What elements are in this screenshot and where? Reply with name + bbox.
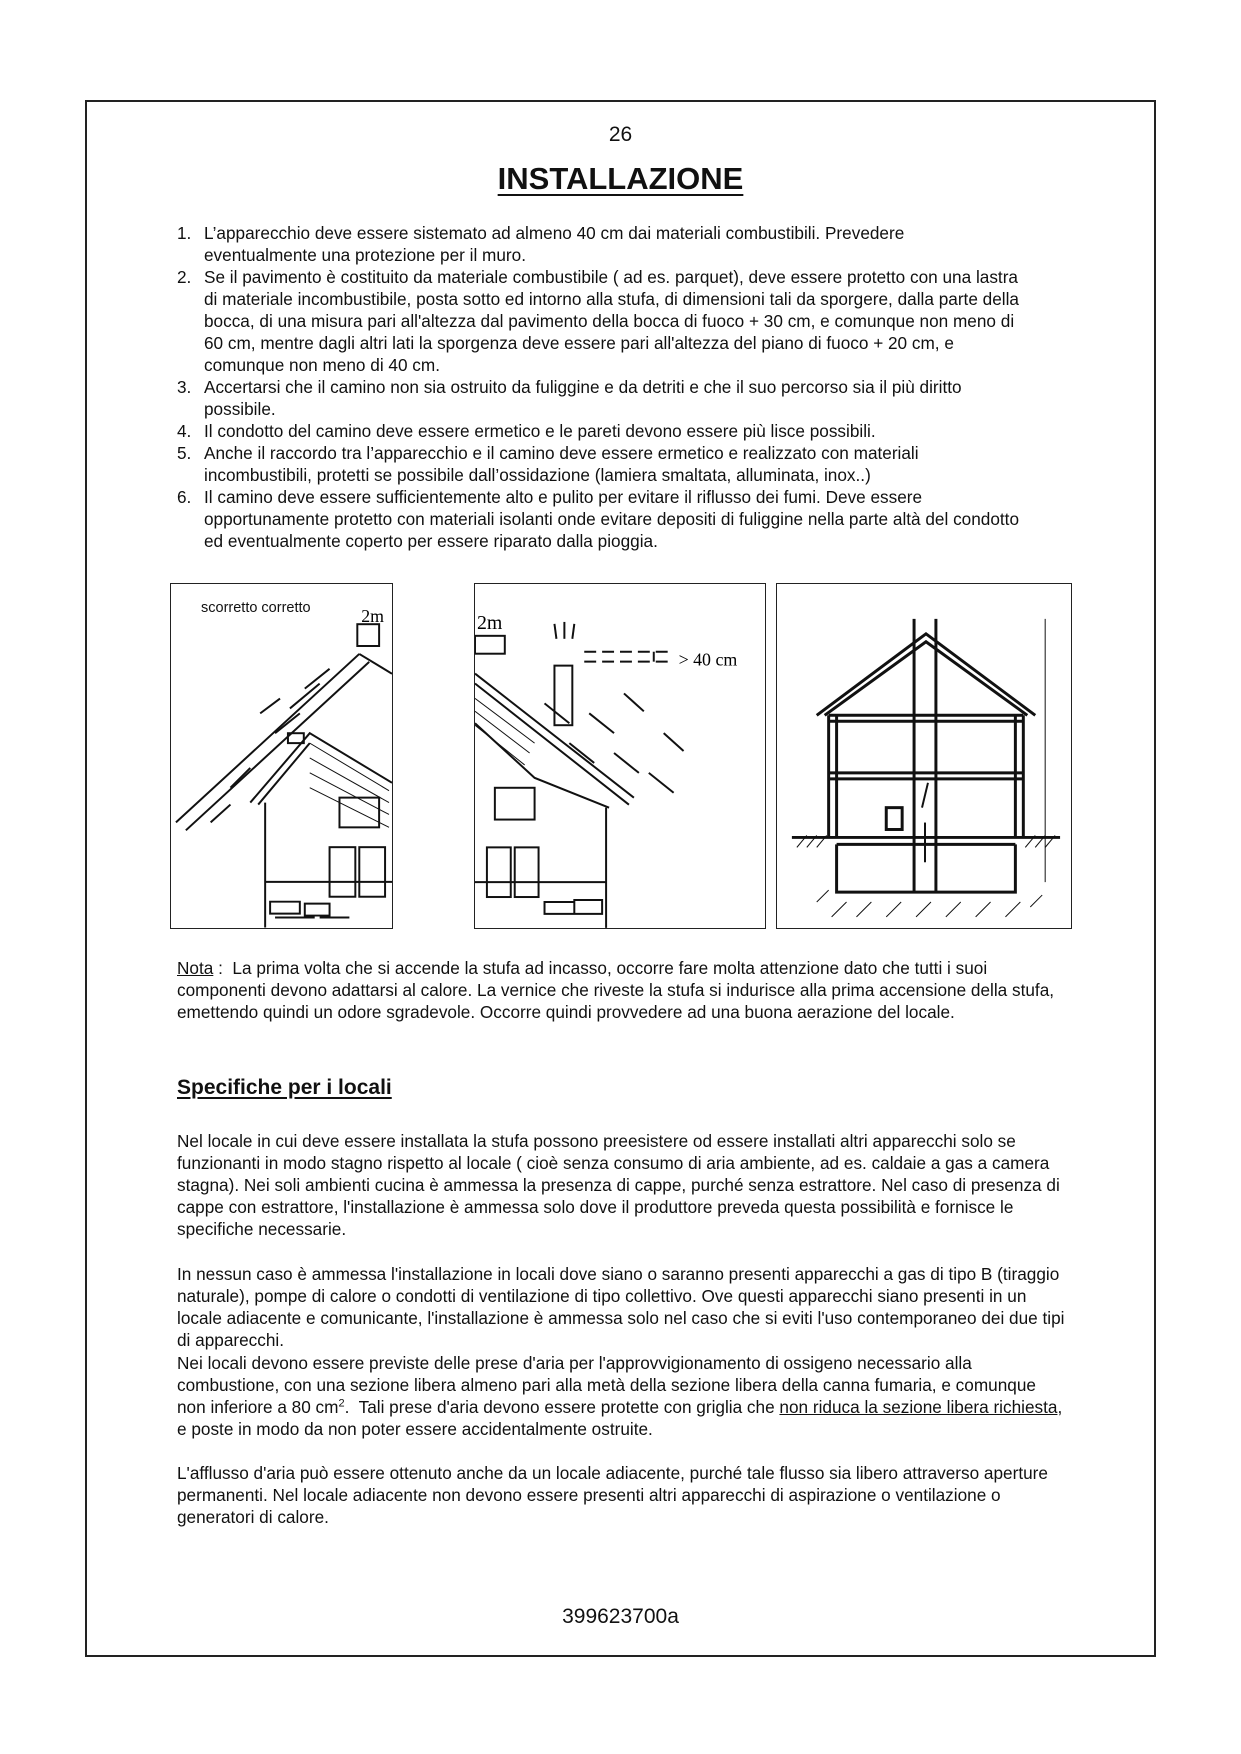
step-number: 6.	[177, 487, 192, 507]
section-heading	[177, 1076, 392, 1100]
step-number: 4.	[177, 421, 192, 441]
note-separator: :	[213, 958, 233, 978]
chimney-incorrect-drawing	[171, 584, 392, 928]
page-title-text: INSTALLAZIONE	[497, 161, 744, 196]
figure-chimney-incorrect	[170, 583, 393, 929]
dim-40cm-label: > 40 cm	[678, 649, 738, 670]
step-number: 2.	[177, 267, 192, 287]
specs-p3-text-a: Nei locali devono essere previste delle prese d'aria per l'approvvigionamento di ossigeno necessario alla combustione, con una sezione libera almeno pari alla metà della sezione libera della canna fumaria, e comunque non inferiore a 80 cm	[177, 1353, 1036, 1417]
specs-p3-underlined: non riduca la sezione libera richiesta	[779, 1397, 1058, 1417]
chimney-correct-drawing	[475, 584, 765, 928]
step-text: Accertarsi che il camino non sia ostruito da fuliggine e da detriti e che il suo percorso sia il più diritto possibile.	[204, 377, 962, 419]
step-text: Il camino deve essere sufficientemente alto e pulito per evitare il riflusso dei fumi. Deve essere opportunamente protetto con materiali isolanti onde evitare depositi di fuliggine nella parte altà del condotto ed eventualmente coperto per essere riparato dalla pioggia.	[204, 487, 1020, 551]
house-section-drawing	[777, 584, 1071, 928]
note-text: La prima volta che si accende la stufa ad incasso, occorre fare molta attenzione dato che tutti i suoi componenti devono adattarsi al calore. La vernice che riveste la stufa si indurisce alla prima accensione della stufa, emettendo quindi un odore sgradevole. Occorre quindi provvedere ad una buona aerazione del locale.	[177, 958, 1055, 1022]
figure-chimney-correct	[474, 583, 766, 929]
specs-p3-superscript: 2	[338, 1397, 345, 1410]
section-heading-text: Specifiche per i locali	[177, 1076, 392, 1099]
list-item	[161, 486, 1021, 552]
page-number: 26	[608, 123, 633, 146]
note-paragraph	[177, 957, 1067, 1023]
step-number: 3.	[177, 377, 192, 397]
list-item	[161, 376, 1021, 420]
figure-house-section	[776, 583, 1072, 929]
figure-caption: scorretto corretto	[201, 600, 311, 616]
specs-paragraph-3	[177, 1352, 1067, 1440]
specs-p3-text-b: . Tali prese d'aria devono essere protette con griglia che	[344, 1397, 780, 1417]
dim-2m-label-b: 2m	[476, 611, 503, 634]
step-text: Anche il raccordo tra l’apparecchio e il camino deve essere ermetico e realizzato con materiali incombustibili, protetti se possibile dall’ossidazione (lamiera smaltata, alluminata, inox..)	[204, 443, 919, 485]
page-title	[0, 161, 1241, 197]
note-label: Nota	[177, 958, 214, 978]
document-code: 399623700a	[562, 1605, 679, 1628]
step-text: L’apparecchio deve essere sistemato ad almeno 40 cm dai materiali combustibili. Prevedere eventualmente una protezione per il muro.	[204, 223, 905, 265]
step-number: 5.	[177, 443, 192, 463]
step-number: 1.	[177, 223, 192, 243]
specs-paragraph-2: In nessun caso è ammessa l'installazione in locali dove siano o saranno presenti apparecchi a gas di tipo B (tiraggio naturale), pompe di calore o condotti di ventilazione di tipo collettivo. Ove questi apparecchi siano presenti in un locale adiacente e comunicante, l'installazione è ammessa solo nel caso che si eviti l'uso contemporaneo dei due tipi di apparecchi.	[177, 1264, 1065, 1350]
list-item	[161, 266, 1021, 376]
specs-p3-text-c: , e poste in modo da non poter essere accidentalmente ostruite.	[177, 1397, 1063, 1439]
list-item	[161, 442, 1021, 486]
list-item	[161, 222, 1021, 266]
dim-2m-label: 2m	[361, 606, 385, 627]
step-text: Se il pavimento è costituito da materiale combustibile ( ad es. parquet), deve essere protetto con una lastra di materiale incombustibile, posta sotto ed intorno alla stufa, di dimensioni tali da sporgere, dalla parte della bocca, di una misura pari all'altezza dal pavimento della bocca di fuoco + 30 cm, e comunque non meno di 60 cm, mentre dagli altri lati la sporgenza deve essere pari all'altezza del piano di fuoco + 20 cm, e comunque non meno di 40 cm.	[204, 267, 1019, 375]
specs-paragraph-1: Nel locale in cui deve essere installata la stufa possono preesistere od essere installati altri apparecchi solo se funzionanti in modo stagno rispetto al locale ( cioè senza consumo di aria ambiente, ad es. caldaie a gas a camera stagna). Nei soli ambienti cucina è ammessa la presenza di cappe, purché senza estrattore. Nel caso di presenza di cappe con estrattore, l'installazione è ammessa solo dove il produttore preveda questa possibilità e fornisce le specifiche necessarie.	[177, 1131, 1060, 1239]
list-item	[161, 420, 1021, 442]
specs-paragraph-4: L'afflusso d'aria può essere ottenuto anche da un locale adiacente, purché tale flusso sia libero attraverso aperture permanenti. Nel locale adiacente non devono essere presenti altri apparecchi di aspirazione o ventilazione o generatori di calore.	[177, 1463, 1048, 1527]
step-text: Il condotto del camino deve essere ermetico e le pareti devono essere più lisce possibili.	[204, 421, 876, 441]
installation-steps	[161, 222, 1021, 552]
